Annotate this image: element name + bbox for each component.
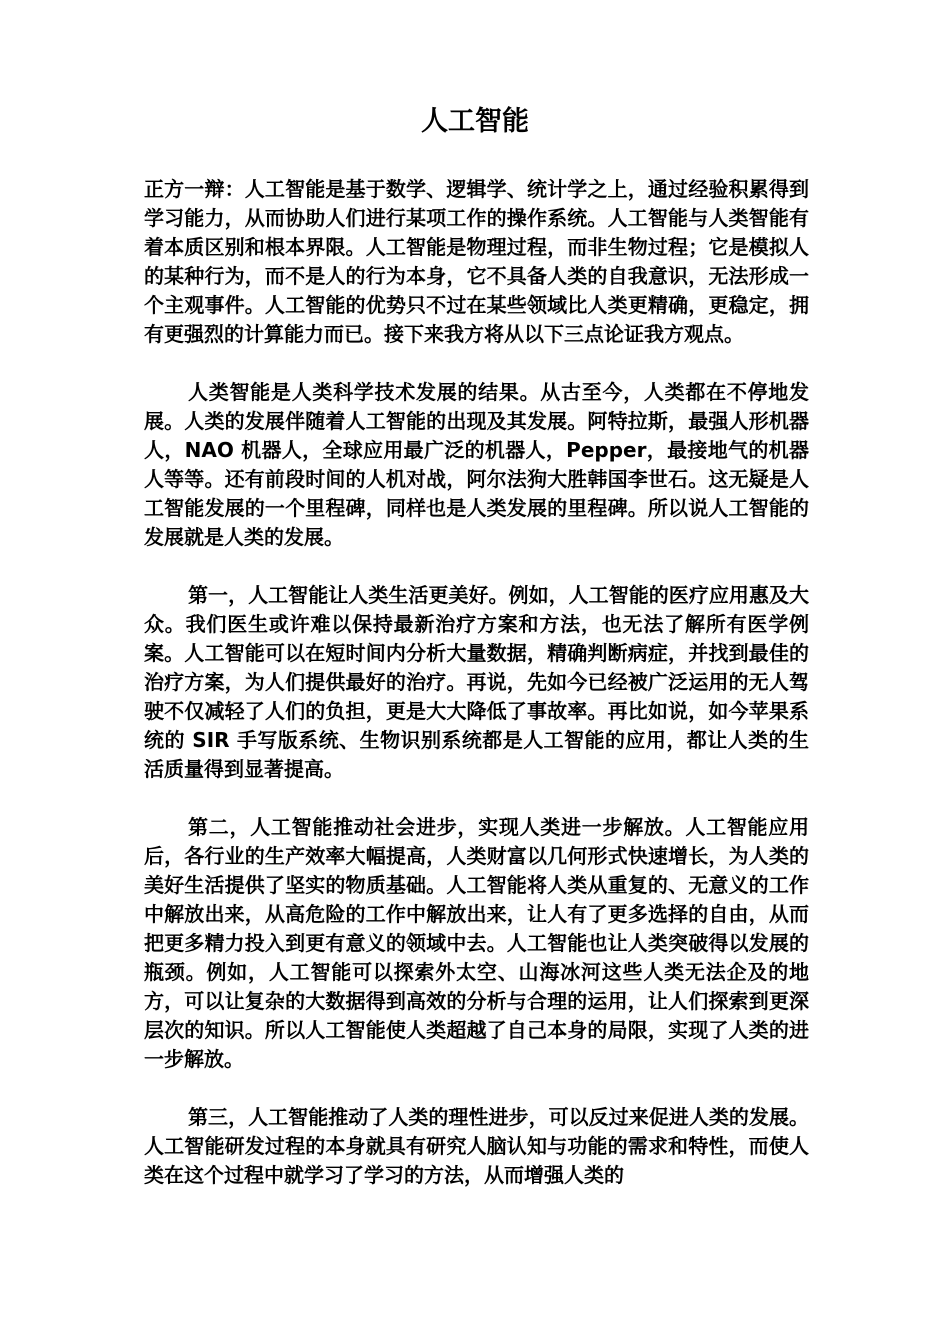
paragraph-point-one: 第一，人工智能让人类生活更美好。例如，人工智能的医疗应用惠及大众。我们医生或许难以保持最新治疗方案和方法，也无法了解所有医学例案。人工智能可以在短时间内分析大量数据，精确判断病症，并找到最佳的治疗方案，为人们提供最好的治疗。再说，先如今已经被广泛运用的无人驾驶不仅减轻了人们的负担，更是大大降低了事故率。再比如说，如今苹果系统的 SIR 手写版系统、生物识别系统都是人工智能的应用，都让人类的生活质量得到显著提高。: [144, 583, 809, 781]
paragraph-point-two: 第二，人工智能推动社会进步，实现人类进一步解放。人工智能应用后，各行业的生产效率大幅提高，人类财富以几何形式快速增长，为人类的美好生活提供了坚实的物质基础。人工智能将人类从重复的、无意义的工作中解放出来，从高危险的工作中解放出来，让人有了更多选择的自由，从而把更多精力投入到更有意义的领域中去。人工智能也让人类突破得以发展的瓶颈。例如，人工智能可以探索外太空、山海冰河这些人类无法企及的地方，可以让复杂的大数据得到高效的分析与合理的运用，让人们探索到更深层次的知识。所以人工智能使人类超越了自己本身的局限，实现了人类的进一步解放。: [144, 815, 809, 1071]
paragraph-human-intelligence: 人类智能是人类科学技术发展的结果。从古至今，人类都在不停地发展。人类的发展伴随着人工智能的出现及其发展。阿特拉斯，最强人形机器人，NAO 机器人，全球应用最广泛的机器人，Pepper，最接地气的机器人等等。还有前段时间的人机对战，阿尔法狗大胜韩国李世石。这无疑是人工智能发展的一个里程碑，同样也是人类发展的里程碑。所以说人工智能的发展就是人类的发展。: [144, 380, 809, 549]
paragraph-opening-statement: 正方一辩：人工智能是基于数学、逻辑学、统计学之上，通过经验积累得到学习能力，从而协助人们进行某项工作的操作系统。人工智能与人类智能有着本质区别和根本界限。人工智能是物理过程，而非生物过程；它是模拟人的某种行为，而不是人的行为本身，它不具备人类的自我意识，无法形成一个主观事件。人工智能的优势只不过在某些领域比人类更精确，更稳定，拥有更强烈的计算能力而已。接下来我方将从以下三点论证我方观点。: [144, 177, 809, 346]
document-body: [144, 175, 809, 1219]
document-title: 人工智能: [421, 106, 529, 137]
paragraph-point-three: 第三，人工智能推动了人类的理性进步，可以反过来促进人类的发展。人工智能研发过程的本身就具有研究人脑认知与功能的需求和特性，而使人类在这个过程中就学习了学习的方法，从而增强人类的: [144, 1105, 809, 1187]
